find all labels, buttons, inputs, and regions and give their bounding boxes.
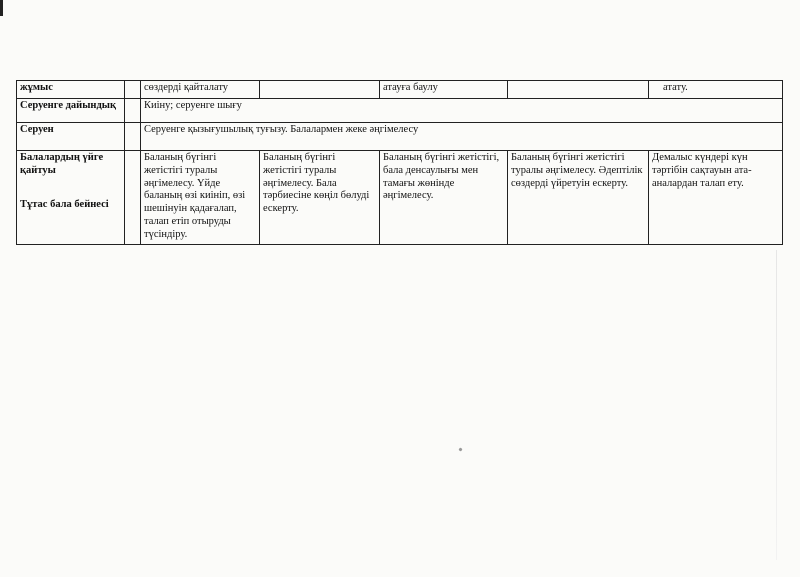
daily-plan-table [16,80,783,245]
cell-walk: Серуенге қызығушылық туғызу. Балалармен жеке әңгімелесу [141,123,783,151]
row-walk-prep [17,99,783,123]
cell-home-2: Баланың бүгінгі жетістігі туралы әңгімелесу. Бала тәрбиесіне көңіл бөлуді ескерту. [260,151,380,245]
row-work [17,81,783,99]
whole-child-label: Тұтас бала бейнесі [20,198,109,210]
scan-speck [458,447,462,451]
row-label-work: жұмыс [17,81,125,99]
cell-home-4: Баланың бүгінгі жетістігі туралы әңгімелесу. Әдептілік сөздерді үйретуін ескерту. [508,151,649,245]
row-label-walk: Серуен [17,123,125,151]
cell-work-3: атауға баулу [380,81,508,99]
spacer-cell [125,99,141,123]
row-going-home [17,151,783,245]
going-home-label: Балалардың үйге қайтуы [20,152,104,176]
scan-edge-mark [0,0,3,16]
cell-work-5: атату. [649,81,783,99]
cell-work-1: сөздерді қайталату [141,81,260,99]
cell-work-2 [260,81,380,99]
row-label-going-home [17,151,125,245]
cell-walk-prep: Киіну; серуенге шығу [141,99,783,123]
scan-edge-shadow [776,250,777,560]
cell-work-4 [508,81,649,99]
spacer-cell [125,123,141,151]
row-label-walk-prep: Серуенге дайындық [17,99,125,123]
spacer-cell [125,81,141,99]
spacer-cell [125,151,141,245]
cell-home-1: Баланың бүгінгі жетістігі туралы әңгімелесу. Үйде баланың өзі киініп, өзі шешінуін қадағалап, талап етіп отыруды түсіндіру. [141,151,260,245]
cell-home-3: Баланың бүгінгі жетістігі, бала денсаулығы мен тамағы жөнінде әңгімелесу. [380,151,508,245]
row-walk [17,123,783,151]
cell-home-5: Демалыс күндері күн тәртібін сақтауын ата-аналардан талап ету. [649,151,783,245]
